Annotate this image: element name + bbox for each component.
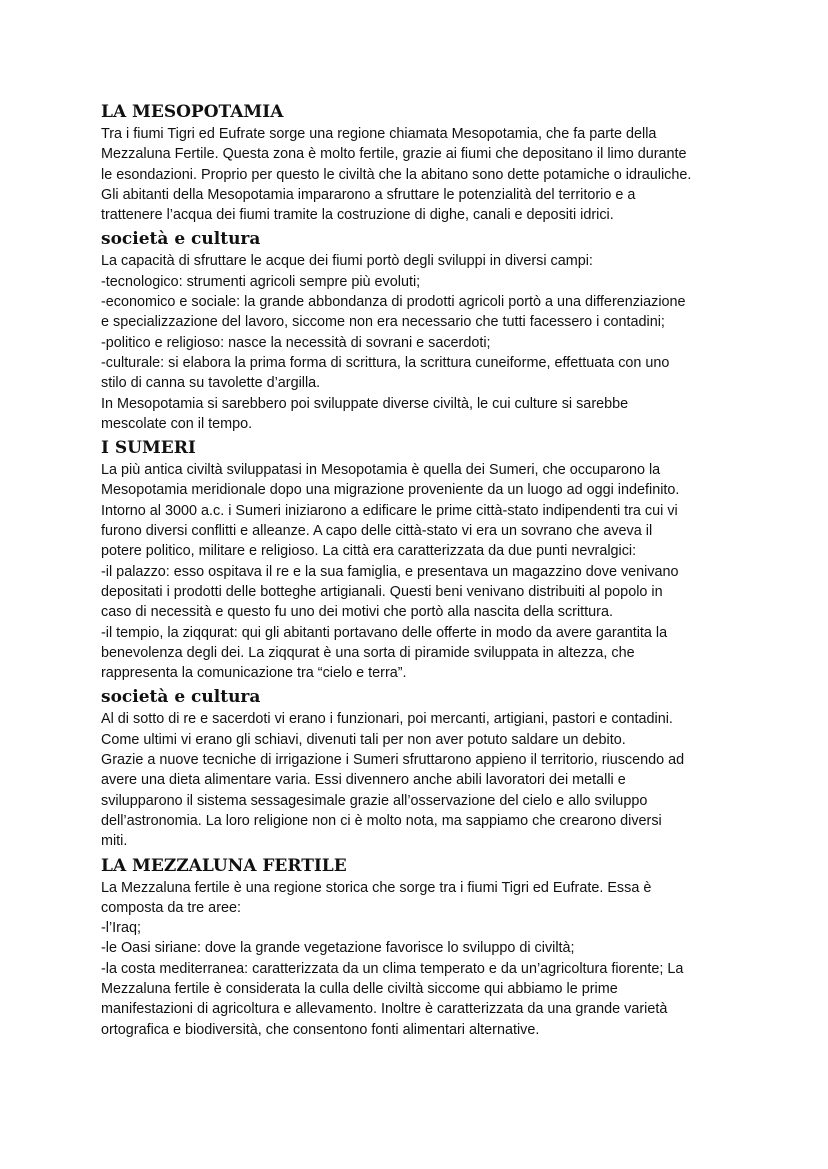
section-societa-cultura-1 (101, 227, 741, 434)
paragraph-line: svilupparono il sistema sessagesimale grazie all’osservazione del cielo e allo sviluppo (101, 792, 648, 809)
paragraph-line: mescolate con il tempo. (101, 415, 253, 432)
section-heading: LA MEZZALUNA FERTILE (101, 855, 347, 876)
paragraph-line: Tra i fiumi Tigri ed Eufrate sorge una regione chiamata Mesopotamia, che fa parte della (101, 126, 657, 142)
paragraph-line: ortografica e biodiversità, che consentono fonti alimentari alternative. (101, 1021, 540, 1038)
section-heading: società e cultura (101, 229, 261, 250)
section-heading: LA MESOPOTAMIA (101, 102, 284, 122)
paragraph-line: benevolenza degli dei. La ziqqurat è una sorta di piramide sviluppata in altezza, che (101, 644, 635, 661)
paragraph-line: -economico e sociale: la grande abbondanza di prodotti agricoli portò a una differenziazione (101, 294, 686, 311)
section-mezzaluna-fertile (101, 854, 741, 1040)
paragraph-line: -culturale: si elabora la prima forma di scrittura, la scrittura cuneiforme, effettuata con uno (101, 354, 670, 371)
paragraph-line: Come ultimi vi erano gli schiavi, divenuti tali per non aver potuto saldare un debito. (101, 731, 626, 748)
paragraph-line: -il palazzo: esso ospitava il re e la sua famiglia, e presentava un magazzino dove venivano (101, 563, 679, 580)
paragraph-line: Grazie a nuove tecniche di irrigazione i Sumeri sfruttarono appieno il territorio, riuscendo ad (101, 752, 685, 769)
paragraph-line: miti. (101, 833, 128, 850)
paragraph-line: -politico e religioso: nasce la necessità di sovrani e sacerdoti; (101, 334, 491, 351)
paragraph-line: composta da tre aree: (101, 899, 241, 916)
paragraph-line: dell’astronomia. La loro religione non ci è molto nota, ma sappiamo che crearono diversi (101, 812, 662, 829)
paragraph-line: manifestazioni di agricoltura e allevamento. Inoltre è caratterizzata da una grande varietà (101, 1001, 668, 1018)
paragraph-line: Intorno al 3000 a.c. i Sumeri iniziarono a edificare le prime città-stato indipendenti tra cui vi (101, 502, 678, 519)
paragraph-line: -tecnologico: strumenti agricoli sempre più evoluti; (101, 273, 421, 290)
paragraph-line: rappresenta la comunicazione tra “cielo e terra”. (101, 665, 407, 682)
document-page (101, 100, 741, 1042)
paragraph-line: -l’Iraq; (101, 920, 141, 937)
paragraph-line: potere politico, militare e religioso. La città era caratterizzata da due punti nevralgici: (101, 543, 637, 560)
section-mesopotamia (101, 100, 741, 225)
paragraph-line: caso di necessità e questo fu uno dei motivi che portò alla nascita della scrittura. (101, 604, 613, 621)
paragraph-line: trattenere l’acqua dei fiumi tramite la costruzione di dighe, canali e depositi idrici. (101, 207, 614, 224)
section-sumeri (101, 436, 741, 683)
section-heading: I SUMERI (101, 438, 196, 459)
paragraph-line: Mezzaluna Fertile. Questa zona è molto fertile, grazie ai fiumi che depositano il limo durante (101, 146, 687, 163)
section-heading: società e cultura (101, 687, 261, 708)
paragraph-line: stilo di canna su tavolette d’argilla. (101, 375, 321, 392)
paragraph-line: e specializzazione del lavoro, siccome non era necessario che tutti facessero i contadini; (101, 314, 665, 331)
paragraph-line: le esondazioni. Proprio per questo le civiltà che la abitano sono dette potamiche o idrauliche. (101, 166, 692, 183)
paragraph-line: -il tempio, la ziqqurat: qui gli abitanti portavano delle offerte in modo da avere garantita la (101, 624, 668, 641)
paragraph-line: -la costa mediterranea: caratterizzata da un clima temperato e da un’agricoltura fiorente; La (101, 960, 684, 977)
paragraph-line: Mezzaluna fertile è considerata la culla delle civiltà siccome qui abbiamo le prime (101, 980, 618, 997)
paragraph-line: Mesopotamia meridionale dopo una migrazione proveniente da un luogo ad oggi indefinito. (101, 482, 680, 499)
paragraph-line: La più antica civiltà sviluppatasi in Mesopotamia è quella dei Sumeri, che occuparono la (101, 462, 661, 479)
section-societa-cultura-2 (101, 685, 741, 851)
paragraph-line: Gli abitanti della Mesopotamia impararono a sfruttare le potenzialità del territorio e a (101, 186, 636, 203)
paragraph-line: -le Oasi siriane: dove la grande vegetazione favorisce lo sviluppo di civiltà; (101, 940, 575, 957)
paragraph-line: La Mezzaluna fertile è una regione storica che sorge tra i fiumi Tigri ed Eufrate. Essa è (101, 879, 652, 896)
paragraph-line: depositati i prodotti delle botteghe artigianali. Questi beni venivano distribuiti al popolo in (101, 583, 663, 600)
paragraph-line: La capacità di sfruttare le acque dei fiumi portò degli sviluppi in diversi campi: (101, 253, 593, 270)
paragraph-line: In Mesopotamia si sarebbero poi sviluppate diverse civiltà, le cui culture si sarebbe (101, 395, 629, 412)
paragraph-line: Al di sotto di re e sacerdoti vi erano i funzionari, poi mercanti, artigiani, pastori e contadini. (101, 711, 673, 728)
paragraph-line: furono diversi conflitti e alleanze. A capo delle città-stato vi era un sovrano che aveva il (101, 523, 653, 540)
paragraph-line: avere una dieta alimentare varia. Essi divennero anche abili lavoratori dei metalli e (101, 772, 626, 789)
